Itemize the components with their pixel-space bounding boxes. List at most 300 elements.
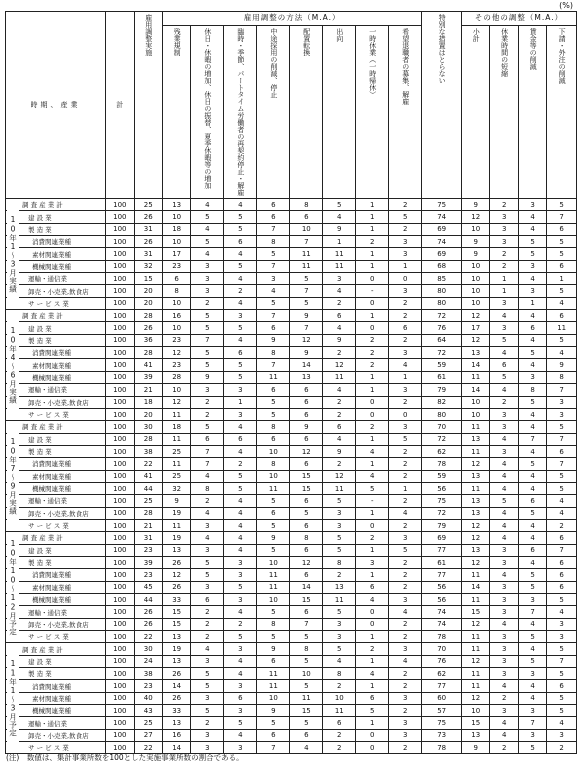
table-cell: 4 — [490, 569, 518, 581]
table-cell: 4 — [518, 519, 546, 531]
table-cell: 80 — [422, 408, 462, 420]
table-row — [6, 606, 577, 618]
table-cell: 5 — [389, 211, 422, 223]
table-cell: 9 — [547, 359, 577, 371]
table-row — [6, 519, 577, 531]
table-cell: 13 — [462, 495, 490, 507]
table-cell: 80 — [422, 297, 462, 309]
table-cell: 4 — [518, 310, 546, 322]
table-cell: 11 — [323, 594, 356, 606]
table-cell: 3 — [224, 742, 257, 754]
table-cell: 3 — [224, 384, 257, 396]
table-cell: 4 — [224, 297, 257, 309]
table-cell: 30 — [134, 643, 162, 655]
table-cell: 5 — [323, 606, 356, 618]
table-cell: 5 — [191, 668, 224, 680]
table-cell: 3 — [490, 631, 518, 643]
table-cell: 100 — [106, 322, 134, 334]
table-cell: 1 — [323, 236, 356, 248]
table-cell: 100 — [106, 692, 134, 704]
table-cell: 8 — [257, 421, 290, 433]
table-cell: 23 — [134, 569, 162, 581]
table-cell: 11 — [162, 433, 190, 445]
table-cell: 3 — [490, 421, 518, 433]
method-header-6: 出向 — [323, 26, 356, 199]
table-cell: 6 — [290, 544, 323, 556]
table-row — [6, 359, 577, 371]
table-cell: 100 — [106, 371, 134, 383]
table-cell: 3 — [490, 705, 518, 717]
table-row — [6, 260, 577, 272]
table-cell: 12 — [290, 556, 323, 568]
table-cell: 11 — [462, 445, 490, 457]
table-cell: 28 — [134, 507, 162, 519]
table-cell: 80 — [422, 285, 462, 297]
table-cell: 100 — [106, 248, 134, 260]
table-cell: 12 — [323, 470, 356, 482]
table-cell: 3 — [191, 285, 224, 297]
table-cell: 62 — [422, 445, 462, 457]
table-cell: 2 — [389, 668, 422, 680]
table-cell: 10 — [462, 408, 490, 420]
table-cell: 11 — [257, 371, 290, 383]
table-cell: 5 — [547, 248, 577, 260]
table-cell: 3 — [323, 631, 356, 643]
industry-label: 建 設 業 — [6, 655, 106, 667]
table-cell: 13 — [462, 729, 490, 741]
table-cell: 12 — [462, 655, 490, 667]
table-cell: 5 — [323, 532, 356, 544]
table-cell: 11 — [323, 260, 356, 272]
table-cell: 4 — [518, 470, 546, 482]
table-cell: 3 — [490, 408, 518, 420]
table-cell: 3 — [323, 618, 356, 630]
table-row — [6, 470, 577, 482]
table-cell: 2 — [389, 680, 422, 692]
industry-label: 製 造 業 — [6, 334, 106, 346]
table-cell: 4 — [323, 322, 356, 334]
table-cell: 100 — [106, 433, 134, 445]
method-header-2: 休日・休暇の増加、休日の振替、夏季休暇等の増加 — [191, 26, 224, 199]
table-cell: 3 — [490, 544, 518, 556]
table-cell: 100 — [106, 680, 134, 692]
table-cell: 11 — [323, 248, 356, 260]
table-cell: 3 — [224, 643, 257, 655]
table-cell: 3 — [191, 729, 224, 741]
table-cell: 100 — [106, 285, 134, 297]
table-cell: 6 — [224, 347, 257, 359]
table-cell: 11 — [323, 482, 356, 494]
table-cell: 13 — [462, 470, 490, 482]
table-cell: 7 — [518, 606, 546, 618]
table-cell: 9 — [290, 347, 323, 359]
table-cell: 6 — [290, 458, 323, 470]
table-cell: 10 — [462, 260, 490, 272]
table-cell: 13 — [290, 371, 323, 383]
table-cell: 7 — [290, 236, 323, 248]
table-cell: 2 — [191, 396, 224, 408]
table-cell: 1 — [224, 396, 257, 408]
table-row — [6, 668, 577, 680]
table-cell: 4 — [518, 223, 546, 235]
industry-label: 機械関連業種 — [6, 594, 106, 606]
table-cell: 6 — [547, 445, 577, 457]
table-cell: 4 — [224, 495, 257, 507]
table-cell: 5 — [191, 705, 224, 717]
table-cell: 3 — [389, 717, 422, 729]
table-cell: 7 — [547, 211, 577, 223]
table-cell: 5 — [547, 421, 577, 433]
table-cell: 15 — [290, 482, 323, 494]
table-cell: 6 — [290, 606, 323, 618]
table-cell: 16 — [162, 310, 190, 322]
table-cell: 5 — [191, 310, 224, 322]
table-cell: 9 — [162, 495, 190, 507]
industry-label: 製 造 業 — [6, 223, 106, 235]
table-cell: 4 — [518, 408, 546, 420]
table-cell: 9 — [323, 223, 356, 235]
table-cell: 78 — [422, 742, 462, 754]
table-row — [6, 631, 577, 643]
table-cell: 7 — [191, 458, 224, 470]
table-cell: 6 — [257, 507, 290, 519]
table-cell: 4 — [490, 310, 518, 322]
table-cell: 5 — [547, 334, 577, 346]
period-label: 11年1～3月予定 — [7, 645, 19, 752]
table-cell: 3 — [224, 594, 257, 606]
table-cell: 5 — [518, 236, 546, 248]
table-cell: 2 — [356, 532, 389, 544]
table-cell: 5 — [323, 495, 356, 507]
table-cell: 5 — [224, 223, 257, 235]
table-cell: 79 — [422, 384, 462, 396]
table-cell: 4 — [224, 199, 257, 211]
industry-label: 卸売・小売業,飲食店 — [6, 285, 106, 297]
table-cell: 9 — [257, 643, 290, 655]
table-cell: 10 — [162, 297, 190, 309]
table-cell: 7 — [547, 458, 577, 470]
table-cell: 0 — [389, 408, 422, 420]
table-cell: 2 — [389, 310, 422, 322]
table-row — [6, 544, 577, 556]
table-cell: 72 — [422, 310, 462, 322]
table-cell: 10 — [290, 223, 323, 235]
table-cell: 2 — [389, 581, 422, 593]
table-cell: 79 — [422, 519, 462, 531]
table-cell: 68 — [422, 260, 462, 272]
table-cell: 7 — [547, 433, 577, 445]
table-cell: 6 — [290, 495, 323, 507]
table-cell: 100 — [106, 556, 134, 568]
table-row — [6, 532, 577, 544]
table-cell: 3 — [518, 668, 546, 680]
table-cell: 2 — [389, 742, 422, 754]
table-cell: 4 — [191, 470, 224, 482]
table-cell: 18 — [162, 421, 190, 433]
method-header-4: 中途採用の削減、停止 — [257, 26, 290, 199]
table-cell: 8 — [257, 347, 290, 359]
table-cell: 3 — [191, 384, 224, 396]
table-row — [6, 236, 577, 248]
table-cell: 4 — [490, 507, 518, 519]
table-cell: 3 — [518, 594, 546, 606]
table-cell: 11 — [462, 680, 490, 692]
table-cell: 14 — [290, 581, 323, 593]
table-cell: 2 — [323, 458, 356, 470]
table-cell: 25 — [134, 717, 162, 729]
table-cell: 2 — [389, 297, 422, 309]
table-cell: 16 — [162, 729, 190, 741]
table-cell: 36 — [134, 334, 162, 346]
table-cell: 5 — [323, 544, 356, 556]
table-cell: 5 — [490, 495, 518, 507]
table-cell: 75 — [422, 495, 462, 507]
table-cell: 4 — [490, 680, 518, 692]
methods-group-header: 雇用調整の方法（M.A.） — [162, 12, 421, 26]
industry-label: サ ー ビ ス 業 — [6, 297, 106, 309]
table-cell: 7 — [547, 384, 577, 396]
table-cell: 5 — [290, 655, 323, 667]
table-cell: 5 — [290, 631, 323, 643]
table-cell: 5 — [224, 482, 257, 494]
table-cell: 12 — [162, 396, 190, 408]
table-cell: 4 — [290, 742, 323, 754]
table-cell: 3 — [191, 260, 224, 272]
table-cell: 6 — [224, 236, 257, 248]
employment-adjustment-table — [5, 11, 577, 754]
table-row — [6, 310, 577, 322]
table-cell: 5 — [257, 631, 290, 643]
table-cell: 3 — [490, 445, 518, 457]
table-cell: 7 — [290, 618, 323, 630]
table-cell: 6 — [191, 594, 224, 606]
table-cell: 0 — [356, 519, 389, 531]
table-cell: 2 — [389, 631, 422, 643]
table-cell: 100 — [106, 631, 134, 643]
table-cell: 3 — [490, 556, 518, 568]
table-cell: 100 — [106, 729, 134, 741]
table-cell: 4 — [490, 482, 518, 494]
industry-label: 素材関連業種 — [6, 692, 106, 704]
table-cell: 6 — [518, 322, 546, 334]
table-cell: 2 — [389, 470, 422, 482]
table-row — [6, 433, 577, 445]
table-cell: 6 — [323, 421, 356, 433]
table-cell: 100 — [106, 519, 134, 531]
table-cell: 26 — [134, 211, 162, 223]
table-cell: 2 — [191, 717, 224, 729]
table-cell: 4 — [490, 384, 518, 396]
table-cell: 23 — [162, 260, 190, 272]
table-cell: 5 — [518, 569, 546, 581]
table-row — [6, 273, 577, 285]
table-cell: 13 — [323, 581, 356, 593]
table-cell: 6 — [547, 310, 577, 322]
table-cell: 6 — [518, 495, 546, 507]
table-cell: 4 — [191, 248, 224, 260]
table-cell: 77 — [422, 569, 462, 581]
industry-label: 調 査 産 業 計 — [6, 421, 106, 433]
table-cell: 6 — [290, 729, 323, 741]
table-cell: 3 — [547, 729, 577, 741]
table-cell: 0 — [389, 273, 422, 285]
table-cell: 2 — [323, 297, 356, 309]
table-cell: 22 — [134, 631, 162, 643]
table-cell: 100 — [106, 334, 134, 346]
industry-label: 製 造 業 — [6, 445, 106, 457]
table-cell: 2 — [191, 408, 224, 420]
table-cell: 4 — [191, 532, 224, 544]
table-cell: 22 — [134, 742, 162, 754]
table-cell: 0 — [356, 273, 389, 285]
table-cell: 8 — [290, 532, 323, 544]
table-cell: 82 — [422, 396, 462, 408]
table-cell: 10 — [162, 236, 190, 248]
table-cell: 1 — [389, 260, 422, 272]
table-cell: 30 — [134, 421, 162, 433]
industry-label: 素材関連業種 — [6, 359, 106, 371]
table-cell: 11 — [462, 371, 490, 383]
table-cell: 33 — [162, 594, 190, 606]
table-cell: 72 — [422, 433, 462, 445]
table-cell: 31 — [134, 223, 162, 235]
table-cell: 1 — [356, 384, 389, 396]
table-row — [6, 692, 577, 704]
table-cell: 12 — [290, 445, 323, 457]
table-cell: 24 — [134, 655, 162, 667]
table-cell: 33 — [162, 705, 190, 717]
table-cell: 3 — [518, 729, 546, 741]
table-cell: 5 — [518, 507, 546, 519]
table-cell: 7 — [257, 260, 290, 272]
table-cell: 10 — [462, 223, 490, 235]
table-cell: 11 — [257, 482, 290, 494]
table-cell: 10 — [462, 273, 490, 285]
table-cell: 6 — [547, 581, 577, 593]
industry-label: 製 造 業 — [6, 556, 106, 568]
industry-label: 消費関連業種 — [6, 236, 106, 248]
period-label: 10年1～3月実績 — [7, 201, 19, 308]
table-cell: 10 — [257, 470, 290, 482]
table-cell: 12 — [462, 618, 490, 630]
table-cell: 11 — [462, 569, 490, 581]
table-cell: 4 — [490, 729, 518, 741]
table-cell: 3 — [490, 606, 518, 618]
table-cell: 3 — [224, 705, 257, 717]
table-row — [6, 594, 577, 606]
table-cell: 56 — [422, 482, 462, 494]
table-row — [6, 248, 577, 260]
other-header-3: 賃金等の削減 — [518, 26, 546, 199]
table-cell: 4 — [518, 618, 546, 630]
table-cell: 26 — [162, 556, 190, 568]
table-cell: 45 — [134, 581, 162, 593]
table-cell: 11 — [257, 569, 290, 581]
table-cell: 100 — [106, 581, 134, 593]
table-cell: 11 — [547, 322, 577, 334]
table-cell: 39 — [134, 371, 162, 383]
table-cell: 20 — [134, 285, 162, 297]
industry-label: 機械関連業種 — [6, 482, 106, 494]
table-cell: 8 — [518, 384, 546, 396]
table-cell: 2 — [389, 569, 422, 581]
table-cell: 3 — [224, 556, 257, 568]
table-cell: 3 — [518, 371, 546, 383]
table-cell: 11 — [162, 519, 190, 531]
table-cell: 14 — [462, 384, 490, 396]
table-cell: 2 — [356, 334, 389, 346]
table-cell: 11 — [462, 482, 490, 494]
table-cell: 12 — [462, 519, 490, 531]
table-cell: 3 — [389, 285, 422, 297]
table-row — [6, 445, 577, 457]
industry-label: 運輸・通信業 — [6, 273, 106, 285]
table-cell: 3 — [356, 556, 389, 568]
table-cell: 12 — [462, 556, 490, 568]
table-cell: 5 — [547, 668, 577, 680]
table-cell: 1 — [356, 458, 389, 470]
table-cell: 9 — [257, 705, 290, 717]
industry-label: 運輸・通信業 — [6, 384, 106, 396]
table-cell: 100 — [106, 532, 134, 544]
table-cell: 3 — [191, 742, 224, 754]
table-cell: 1 — [518, 297, 546, 309]
table-cell: 5 — [191, 680, 224, 692]
table-cell: 4 — [518, 532, 546, 544]
table-cell: 1 — [547, 273, 577, 285]
table-cell: 6 — [257, 322, 290, 334]
industry-label: 機械関連業種 — [6, 705, 106, 717]
table-cell: 7 — [257, 310, 290, 322]
table-cell: 4 — [224, 668, 257, 680]
table-cell: 4 — [356, 470, 389, 482]
table-cell: 3 — [389, 692, 422, 704]
table-cell: 5 — [257, 519, 290, 531]
table-cell: 5 — [191, 569, 224, 581]
table-cell: 3 — [490, 297, 518, 309]
table-cell: 61 — [422, 371, 462, 383]
table-cell: 1 — [389, 371, 422, 383]
industry-label: 卸売・小売業,飲食店 — [6, 618, 106, 630]
table-cell: 31 — [134, 532, 162, 544]
table-cell: 7 — [547, 655, 577, 667]
table-cell: 6 — [547, 260, 577, 272]
industry-label: 卸売・小売業,飲食店 — [6, 396, 106, 408]
table-cell: 6 — [356, 692, 389, 704]
table-cell: 4 — [356, 445, 389, 457]
table-cell: 4 — [490, 717, 518, 729]
table-cell: 8 — [323, 556, 356, 568]
table-cell: 1 — [490, 285, 518, 297]
table-cell: 4 — [224, 606, 257, 618]
table-cell: 6 — [257, 729, 290, 741]
table-cell: 12 — [462, 532, 490, 544]
table-cell: 5 — [547, 236, 577, 248]
table-cell: 1 — [356, 211, 389, 223]
table-cell: 25 — [134, 199, 162, 211]
table-cell: 5 — [323, 643, 356, 655]
table-cell: 2 — [389, 199, 422, 211]
table-cell: 1 — [356, 371, 389, 383]
table-cell: 14 — [162, 680, 190, 692]
table-cell: 2 — [389, 334, 422, 346]
industry-label: 消費関連業種 — [6, 458, 106, 470]
table-cell: 15 — [462, 717, 490, 729]
table-cell: 5 — [191, 322, 224, 334]
table-cell: 3 — [389, 248, 422, 260]
table-cell: 28 — [134, 433, 162, 445]
table-cell: 6 — [356, 581, 389, 593]
